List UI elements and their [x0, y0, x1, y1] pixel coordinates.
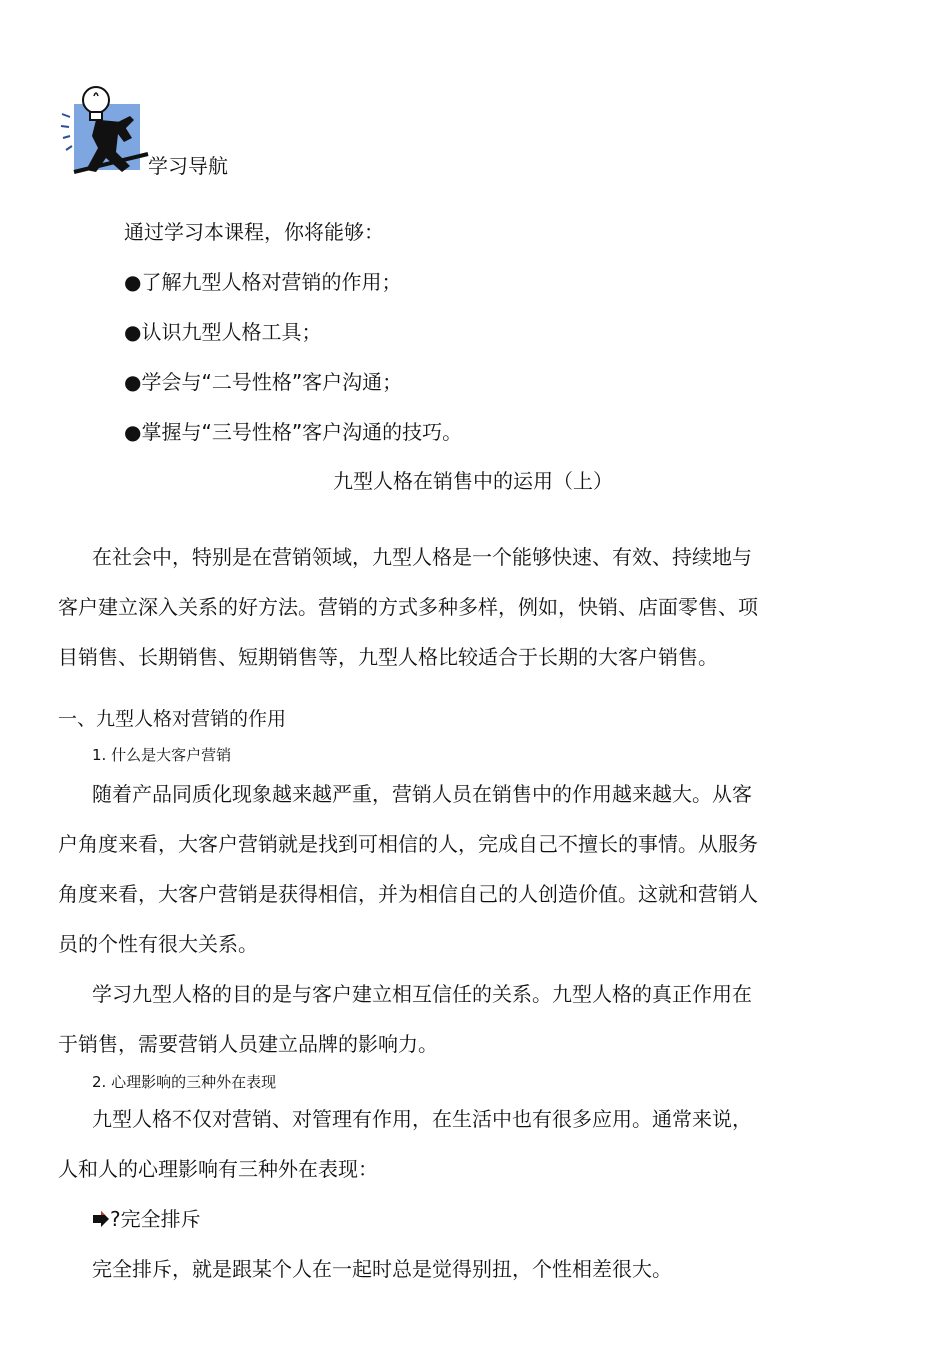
paragraph-line: 随着产品同质化现象越来越严重，营销人员在销售中的作用越来越大。从客: [92, 782, 752, 806]
lightbulb-runner-logo: [60, 84, 152, 176]
subsection-heading: 1. 什么是大客户营销: [92, 746, 232, 764]
intro-line: 目销售、长期销售、短期销售等，九型人格比较适合于长期的大客户销售。: [58, 645, 718, 669]
paragraph-line: 户角度来看，大客户营销就是找到可相信的人，完成自己不擅长的事情。从服务: [58, 832, 758, 856]
paragraph-line: 完全排斥，就是跟某个人在一起时总是觉得别扭，个性相差很大。: [92, 1257, 672, 1281]
goal-text: 学会与“二号性格”客户沟通；: [141, 370, 403, 394]
intro-line: 在社会中，特别是在营销领域，九型人格是一个能够快速、有效、持续地与: [92, 545, 752, 569]
point-heading: [92, 1207, 201, 1231]
goal-item: [124, 270, 401, 294]
goal-item: [124, 320, 321, 344]
section-heading: 一、九型人格对营销的作用: [58, 708, 287, 730]
paragraph-line: 学习九型人格的目的是与客户建立相互信任的关系。九型人格的真正作用在: [92, 982, 752, 1006]
arrow-bullet-icon: [92, 1211, 110, 1227]
subsection-heading: 2. 心理影响的三种外在表现: [92, 1073, 277, 1091]
bullet-icon: ●: [124, 270, 142, 294]
bullet-icon: ●: [124, 420, 142, 444]
bullet-icon: ●: [124, 320, 142, 344]
goal-item: [124, 420, 462, 444]
document-title: [0, 469, 950, 493]
goal-text: 掌握与“三号性格”客户沟通的技巧。: [141, 420, 463, 444]
bullet-icon: ●: [124, 370, 142, 394]
nav-title: 学习导航: [148, 154, 228, 178]
point-heading-text: ?完全排斥: [110, 1207, 201, 1231]
goal-text: 认识九型人格工具；: [141, 320, 322, 344]
nav-intro: 通过学习本课程，你将能够：: [124, 220, 384, 244]
goal-item: [124, 370, 402, 394]
paragraph-line: 于销售，需要营销人员建立品牌的影响力。: [58, 1032, 438, 1056]
paragraph-line: 角度来看，大客户营销是获得相信，并为相信自己的人创造价值。这就和营销人: [58, 882, 758, 906]
paragraph-line: 员的个性有很大关系。: [58, 932, 258, 956]
paragraph-line: 九型人格不仅对营销、对管理有作用，在生活中也有很多应用。通常来说，: [92, 1107, 752, 1131]
intro-line: 客户建立深入关系的好方法。营销的方式多种多样，例如，快销、店面零售、项: [58, 595, 758, 619]
goal-text: 了解九型人格对营销的作用；: [141, 270, 402, 294]
document-title-text: 九型人格在销售中的运用（上）: [333, 469, 613, 493]
paragraph-line: 人和人的心理影响有三种外在表现：: [58, 1157, 378, 1181]
